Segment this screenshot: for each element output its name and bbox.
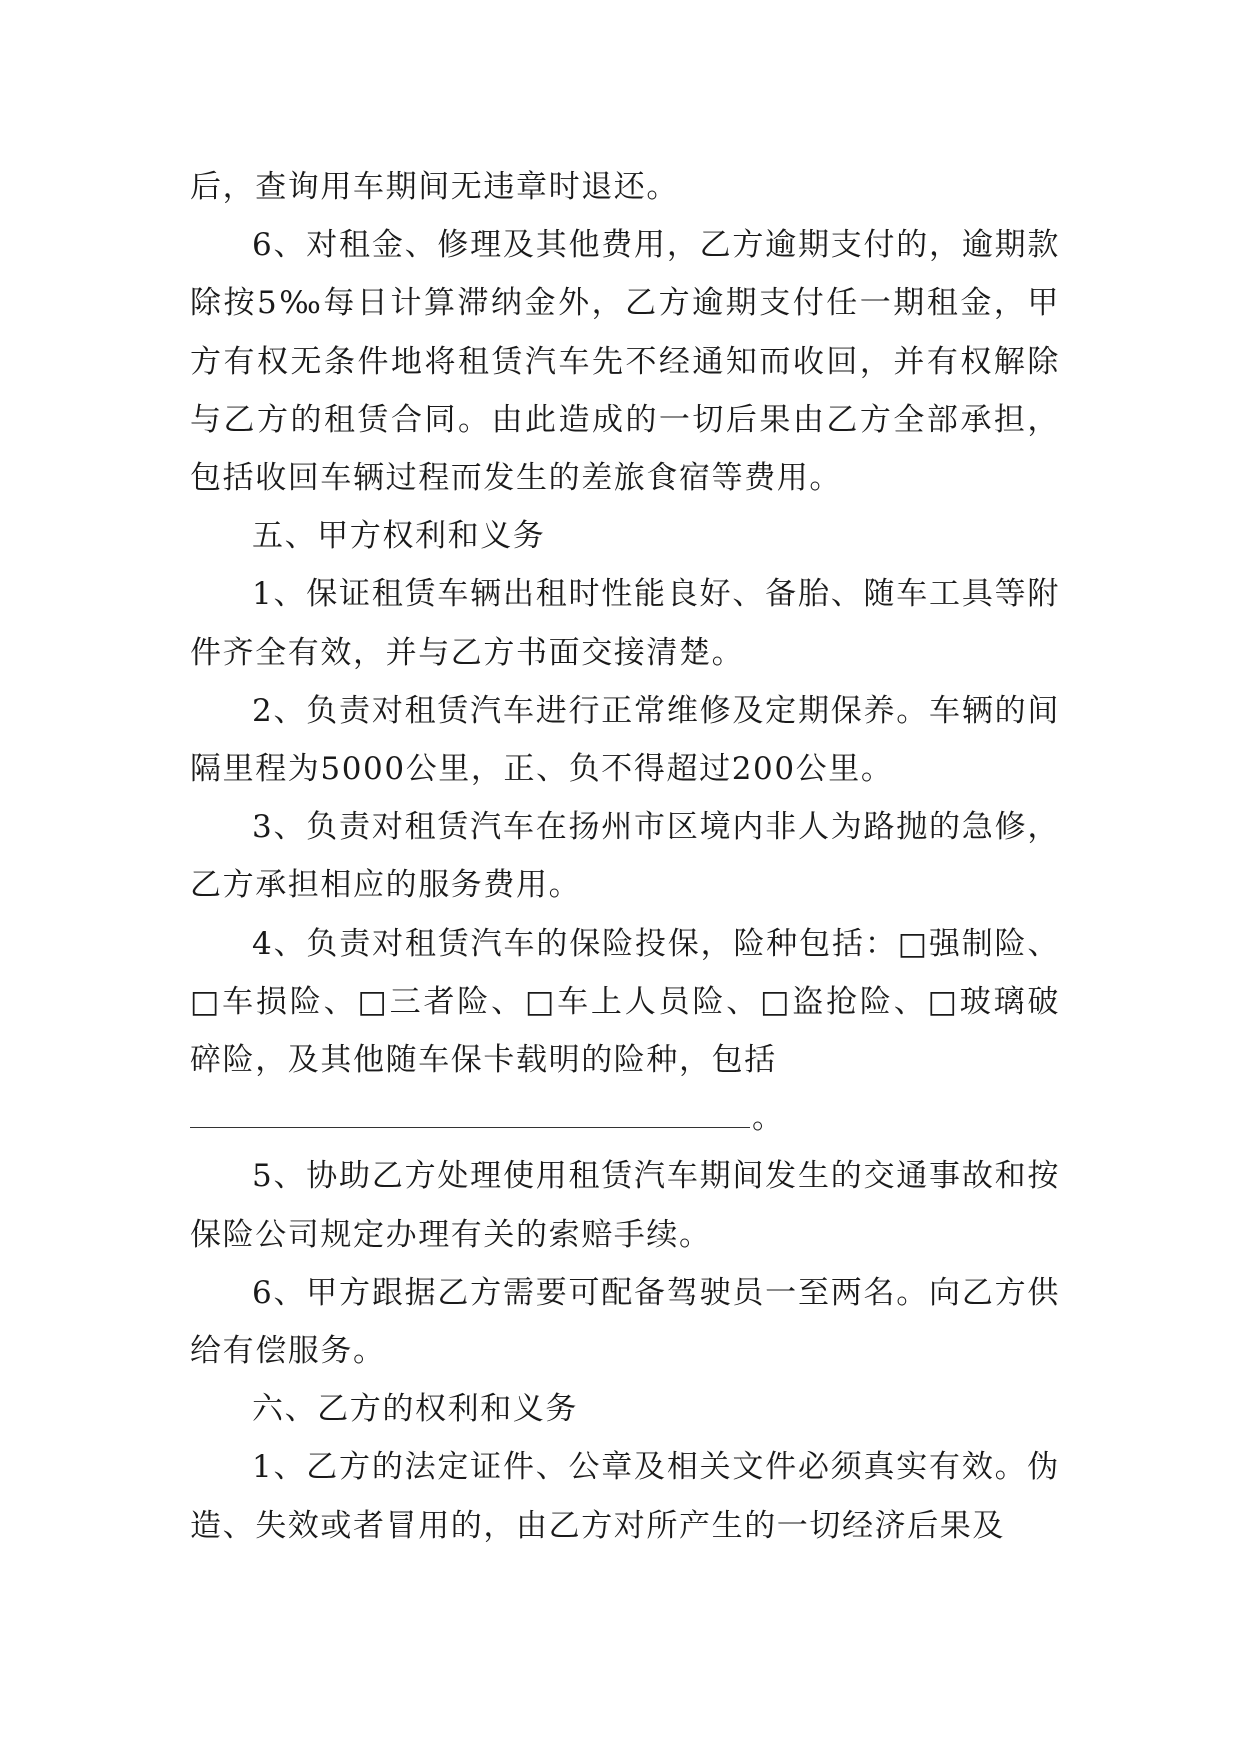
paragraph-accident-assistance: 5、协助乙方处理使用租赁汽车期间发生的交通事故和按保险公司规定办理有关的索赔手续。 <box>190 1158 1060 1253</box>
paragraph-late-payment: 6、对租金、修理及其他费用，乙方逾期支付的，逾期款除按5‰每日计算滞纳金外，乙方逾期支付任一期租金，甲方有权无条件地将租赁汽车先不经通知而收回，并有权解除与乙方的租赁合同。由此造成的一切后果由乙方全部承担，包括收回车辆过程而发生的差旅食宿等费用。 <box>190 227 1060 497</box>
insurance-text: 4、负责对租赁汽车的保险投保，险种包括：□强制险、□车损险、□三者险、□车上人员险、□盗抢险、□玻璃破碎险，及其他随车保卡载明的险种，包括 <box>190 925 1060 1079</box>
section-heading-party-a: 五、甲方权利和义务 <box>252 518 546 555</box>
document-body <box>190 158 1060 1555</box>
paragraph-emergency-repair: 3、负责对租赁汽车在扬州市区境内非人为路抛的急修，乙方承担相应的服务费用。 <box>190 809 1060 904</box>
paragraph-legal-documents: 1、乙方的法定证件、公章及相关文件必须真实有效。伪造、失效或者冒用的，由乙方对所产生的一切经济后果及 <box>190 1449 1060 1544</box>
fill-in-blank[interactable] <box>190 1097 750 1128</box>
paragraph-vehicle-condition: 1、保证租赁车辆出租时性能良好、备胎、随车工具等附件齐全有效，并与乙方书面交接清楚。 <box>190 576 1060 671</box>
insurance-end-punctuation: 。 <box>752 1100 785 1137</box>
paragraph-driver-service: 6、甲方跟据乙方需要可配备驾驶员一至两名。向乙方供给有偿服务。 <box>190 1274 1060 1370</box>
paragraph-insurance <box>190 915 1060 1148</box>
section-heading-party-b: 六、乙方的权利和义务 <box>252 1391 578 1428</box>
paragraph-continuation: 后，查询用车期间无违章时退还。 <box>190 169 679 205</box>
paragraph-maintenance: 2、负责对租赁汽车进行正常维修及定期保养。车辆的间隔里程为5000公里，正、负不得超过200公里。 <box>190 692 1060 788</box>
